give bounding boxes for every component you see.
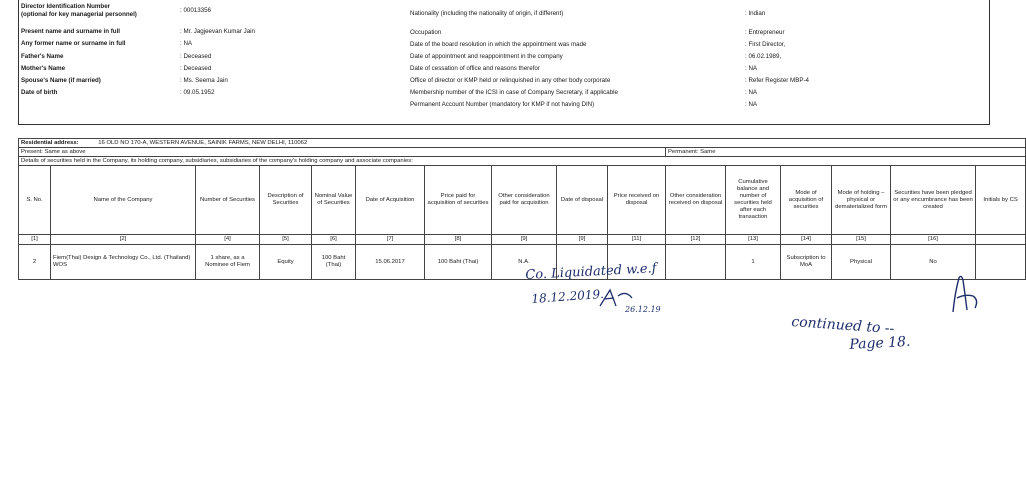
header-cell: Mode of holding – physical or dematerialized form xyxy=(832,166,891,235)
column-number xyxy=(976,235,1026,245)
din-label-full: Director Identification Number (optional for key managerial personnel) xyxy=(21,3,137,18)
header-cell: Initials by CS xyxy=(976,166,1026,235)
header-cell: Description of Securities xyxy=(260,166,312,235)
icsi-membership-value: : NA xyxy=(745,89,758,96)
table-cell: Equity xyxy=(260,245,312,280)
mother-name-label: Mother's Name xyxy=(21,65,66,72)
column-number: [8] xyxy=(425,235,492,245)
column-number: [7] xyxy=(356,235,425,245)
handwritten-continued-note: continued to -- xyxy=(790,314,895,338)
header-cell: Price paid for acquisition of securities xyxy=(425,166,492,235)
handwritten-liquidation-date: 18.12.2019. xyxy=(531,286,605,306)
nationality-value: : Indian xyxy=(745,10,766,17)
cs-initials-signature xyxy=(945,272,985,314)
residential-address-row xyxy=(19,139,1026,148)
column-number: [16] xyxy=(891,235,976,245)
column-number: [12] xyxy=(666,235,726,245)
header-cell: Date of Acquisition xyxy=(356,166,425,235)
father-name-label: Father's Name xyxy=(21,53,64,60)
other-office-value: : Refer Register MBP-4 xyxy=(745,77,809,84)
column-number: [9] xyxy=(557,235,608,245)
table-cell: 1 share, as a Nominee of Fiem xyxy=(196,245,260,280)
table-cell: Subscription to MoA xyxy=(781,245,832,280)
father-name-value: : Deceased xyxy=(180,53,212,60)
column-number: [11] xyxy=(608,235,666,245)
header-cell: Mode of acquisition of securities xyxy=(781,166,832,235)
din-value: : 00013356 xyxy=(180,7,211,14)
header-cell: Other consideration received on disposal xyxy=(666,166,726,235)
table-cell: Physical xyxy=(832,245,891,280)
column-number: [14] xyxy=(781,235,832,245)
table-cell: 100 Baht (Thai) xyxy=(425,245,492,280)
table-cell: 100 Baht (Thai) xyxy=(312,245,356,280)
header-cell: Price received on disposal xyxy=(608,166,666,235)
table-cell: 15.06.2017 xyxy=(356,245,425,280)
column-number: [5] xyxy=(260,235,312,245)
occupation-value: : Entrepreneur xyxy=(745,29,785,36)
residential-address-cell xyxy=(19,139,1026,148)
residential-address-label: Residential address: xyxy=(21,139,79,146)
header-cell: Nominal Value of Securities xyxy=(312,166,356,235)
present-permanent-row xyxy=(19,148,1026,157)
handwritten-liquidation-note: Co. Liquidated w.e.f xyxy=(525,261,657,283)
pan-label: Permanent Account Number (mandatory for KMP if not having DIN) xyxy=(410,101,595,108)
former-name-label: Any former name or surname in full xyxy=(21,40,126,47)
spouse-name-value: : Ms. Seema Jain xyxy=(180,77,228,84)
board-resolution-value: : First Director, xyxy=(745,41,786,48)
appointment-date-value: : 06.02.1989, xyxy=(745,53,782,60)
table-row xyxy=(19,245,1026,280)
table-cell: N.A. xyxy=(492,245,557,280)
mother-name-value: : Deceased xyxy=(180,65,212,72)
column-number: [9] xyxy=(492,235,557,245)
column-number: [1] xyxy=(19,235,51,245)
column-number: [6] xyxy=(312,235,356,245)
header-cell: Cumulative balance and number of securities held after each transaction xyxy=(726,166,781,235)
icsi-membership-label: Membership number of the ICSI in case of Company Secretary, if applicable xyxy=(410,89,618,96)
spouse-name-label: Spouse's Name (if married) xyxy=(21,77,101,84)
header-cell: S. No. xyxy=(19,166,51,235)
occupation-label: Occupation xyxy=(410,29,442,36)
table-header-row xyxy=(19,166,1026,235)
header-cell: Name of the Company xyxy=(51,166,196,235)
former-name-value: : NA xyxy=(180,40,193,47)
handwritten-page-reference: Page 18. xyxy=(849,333,911,353)
table-cell: 1 xyxy=(726,245,781,280)
board-resolution-label: Date of the board resolution in which the appointment was made xyxy=(410,41,587,48)
column-number: [2] xyxy=(51,235,196,245)
header-cell: Securities have been pledged or any encumbrance has been created xyxy=(891,166,976,235)
table-cell: 2 xyxy=(19,245,51,280)
securities-caption-row xyxy=(19,157,1026,166)
securities-table xyxy=(18,138,1026,280)
residential-address-value: 16 OLD NO 170-A, WESTERN AVENUE, SAINIK FARMS, NEW DELHI, 110062 xyxy=(98,139,308,146)
handwritten-initial-signature xyxy=(596,286,636,310)
handwritten-initial-date: 26.12.19 xyxy=(625,305,661,314)
column-number-row xyxy=(19,235,1026,245)
table-cell xyxy=(666,245,726,280)
dob-value: : 09.05.1952 xyxy=(180,89,215,96)
present-name-value: : Mr. Jagjeevan Kumar Jain xyxy=(180,28,255,35)
cessation-label: Date of cessation of office and reasons therefor xyxy=(410,65,540,72)
permanent-address: Permanent: Same xyxy=(666,148,1026,157)
column-number: [13] xyxy=(726,235,781,245)
column-number: [4] xyxy=(196,235,260,245)
other-office-label: Office of director or KMP held or relinquished in any other body corporate xyxy=(410,77,611,84)
present-name-label: Present name and surname in full xyxy=(21,28,121,35)
header-cell: Date of disposal xyxy=(557,166,608,235)
header-cell: Number of Securities xyxy=(196,166,260,235)
column-number: [15] xyxy=(832,235,891,245)
pan-value: : NA xyxy=(745,101,758,108)
nationality-label: Nationality (including the nationality of origin, if different) xyxy=(410,10,564,17)
dob-label: Date of birth xyxy=(21,89,58,96)
header-cell: Other consideration paid for acquisition xyxy=(492,166,557,235)
present-address: Present: Same as above xyxy=(19,148,666,157)
table-cell: Fiem(Thai) Design & Technology Co., Ltd. (Thailand) WOS xyxy=(51,245,196,280)
table-cell: No xyxy=(891,245,976,280)
appointment-date-label: Date of appointment and reappointment in the company xyxy=(410,53,563,60)
securities-caption: Details of securities held in the Company, its holding company, subsidiaries, subsidiaries of the company's holding company and associate companies: xyxy=(19,157,1026,166)
cessation-value: : NA xyxy=(745,65,758,72)
